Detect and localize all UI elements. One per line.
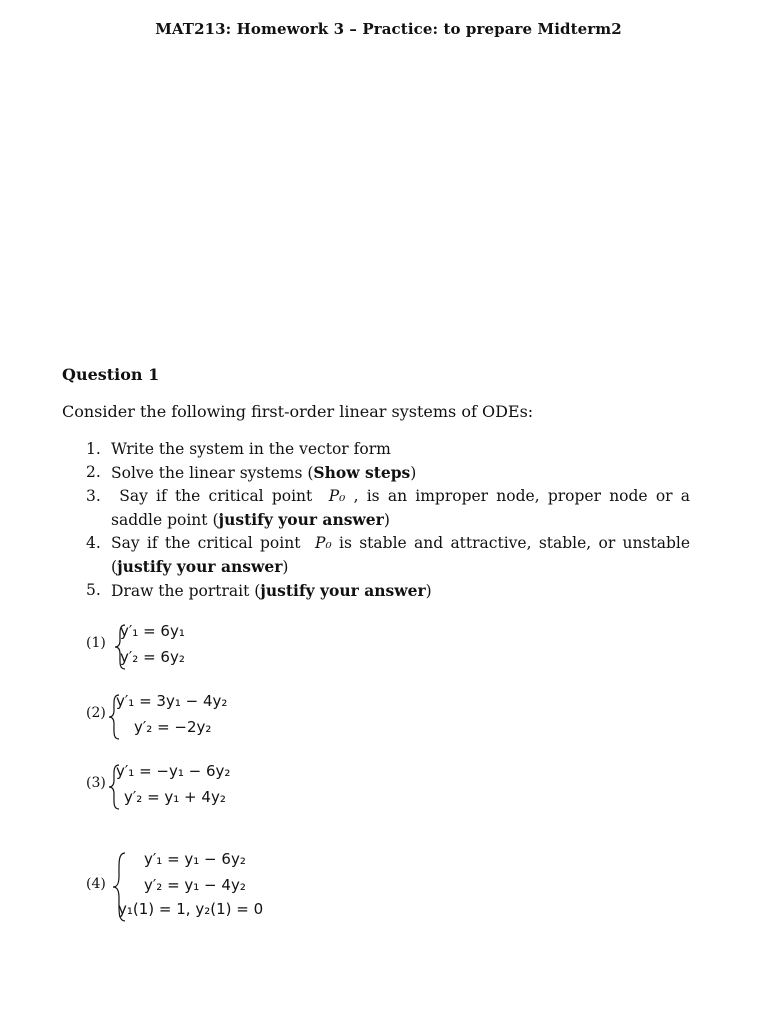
task-text-part: Say if the critical point [111, 534, 301, 552]
equation-line: y′₂ = 6y₂ [120, 648, 185, 666]
task-text-part: Solve the linear systems ( [111, 464, 314, 482]
system-label: (1) [86, 635, 106, 651]
system-label: (2) [86, 705, 106, 721]
question-heading: Question 1 [62, 365, 160, 384]
task-item [86, 532, 690, 579]
task-text [111, 438, 690, 461]
critical-point-symbol: P₀ [328, 487, 346, 505]
task-text [111, 532, 690, 579]
critical-point-symbol: P₀ [315, 534, 332, 552]
equation-line: y′₂ = y₁ − 4y₂ [144, 876, 246, 894]
task-text-part: Draw the portrait ( [111, 582, 261, 600]
task-number: 2. [86, 463, 101, 481]
task-text [111, 579, 690, 603]
task-emphasis: Show steps [313, 463, 411, 482]
system-label: (3) [86, 775, 106, 791]
task-number: 1. [86, 440, 101, 458]
initial-conditions: y₁(1) = 1, y₂(1) = 0 [118, 900, 264, 918]
task-text [111, 485, 690, 532]
equation-line: y′₁ = y₁ − 6y₂ [144, 850, 246, 868]
equation-line: y′₂ = −2y₂ [134, 718, 212, 736]
task-text-part: , is an improper node, proper node or a saddle point ( [111, 487, 691, 529]
task-text-part: ) [425, 582, 432, 600]
task-text-part: ) [410, 464, 417, 482]
task-list [86, 438, 690, 603]
task-text-part: ) [282, 558, 289, 576]
task-text-part: is stable and attractive, stable, or unstable ( [111, 534, 690, 576]
equation-line: y′₁ = −y₁ − 6y₂ [116, 762, 231, 780]
document-title: MAT213: Homework 3 – Practice: to prepare Midterm2 [155, 20, 622, 38]
task-emphasis: justify your answer [117, 557, 283, 576]
task-text [111, 461, 690, 485]
task-item [86, 461, 690, 485]
task-emphasis: justify your answer [260, 581, 426, 600]
task-text-part: Say if the critical point [119, 487, 313, 505]
task-number: 5. [86, 581, 101, 599]
task-text-part: ) [383, 511, 390, 529]
task-item [86, 485, 690, 532]
task-number: 4. [86, 534, 101, 552]
task-item [86, 438, 690, 461]
task-text-part: Write the system in the vector form [111, 440, 391, 458]
equation-line: y′₁ = 6y₁ [120, 622, 185, 640]
equation-line: y′₂ = y₁ + 4y₂ [124, 788, 226, 806]
task-emphasis: justify your answer [218, 510, 384, 529]
system-label: (4) [86, 876, 106, 892]
equation-line: y′₁ = 3y₁ − 4y₂ [116, 692, 228, 710]
task-number: 3. [86, 487, 101, 505]
question-intro: Consider the following first-order linear systems of ODEs: [62, 402, 534, 421]
task-item [86, 579, 690, 603]
